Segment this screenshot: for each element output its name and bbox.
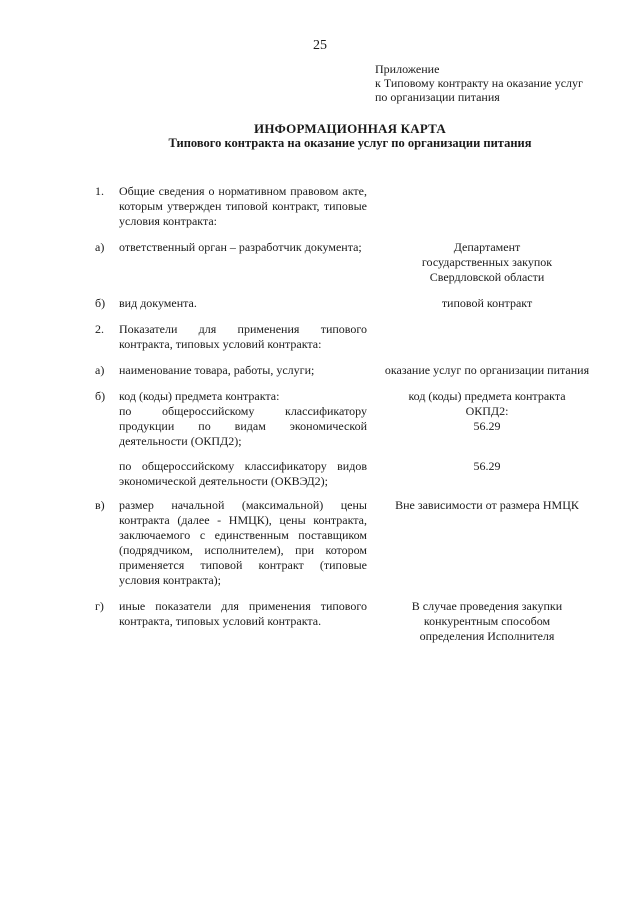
item-text: Общие сведения о нормативном правовом акте, которым утвержден типовой контракт, типовые условия контракта:: [119, 184, 367, 228]
item-number: г): [95, 599, 104, 613]
item-value: Вне зависимости от размера НМЦК: [395, 498, 579, 512]
item-number: 2.: [95, 322, 104, 336]
item-number: в): [95, 498, 105, 512]
item-value: оказание услуг по организации питания: [384, 363, 590, 377]
item-value-line: код (коды) предмета контракта ОКПД2:: [408, 389, 566, 418]
item-number: а): [95, 240, 105, 254]
appendix-line: к Типовому контракту на оказание услуг: [375, 76, 583, 90]
item-text: иные показатели для применения типового контракта, типовых условий контракта.: [119, 599, 367, 628]
appendix-line: по организации питания: [375, 90, 500, 104]
document-subtitle: Типового контракта на оказание услуг по организации питания: [168, 136, 532, 150]
item-text: размер начальной (максимальной) цены контракта (далее - НМЦК), цены контракта, заключаемого с единственным поставщиком (подрядчиком, исполнителем), при котором применяется типовой контракт (типовые условия контракта);: [119, 498, 367, 587]
item-number: б): [95, 389, 106, 403]
item-value: В случае проведения закупки конкурентным способом определения Исполнителя: [411, 599, 563, 643]
item-value: Департамент государственных закупок Свердловской области: [421, 240, 553, 284]
item-value: типовой контракт: [441, 296, 533, 310]
item-text-line: код (коды) предмета контракта:: [119, 389, 280, 403]
item-text: ответственный орган – разработчик документа;: [119, 240, 362, 254]
item-value-line: 56.29: [473, 419, 501, 433]
item-text: Показатели для применения типового контракта, типовых условий контракта:: [119, 322, 367, 351]
item-number: б): [95, 296, 106, 310]
page-number: 25: [313, 38, 327, 53]
item-value: 56.29: [473, 459, 501, 473]
item-number: 1.: [95, 184, 104, 198]
item-text-line: по общероссийскому классификатору продукции по видам экономической деятельности (ОКПД2);: [119, 404, 367, 448]
item-text: по общероссийскому классификатору видов экономической деятельности (ОКВЭД2);: [119, 459, 367, 488]
item-value: [402, 389, 572, 434]
item-text: наименование товара, работы, услуги;: [119, 363, 315, 377]
appendix-line: Приложение: [375, 62, 440, 76]
item-text: вид документа.: [119, 296, 197, 310]
appendix-header: [375, 62, 583, 104]
document-title: ИНФОРМАЦИОННАЯ КАРТА: [254, 121, 446, 136]
item-text: [119, 389, 367, 449]
item-number: а): [95, 363, 105, 377]
